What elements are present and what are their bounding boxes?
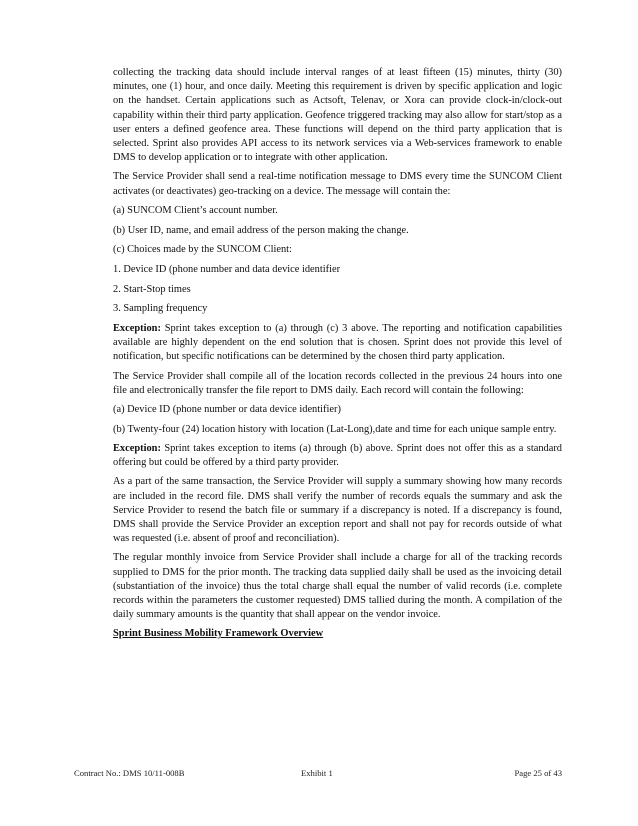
exception-label: Exception: [113,442,161,454]
footer-contract-number: Contract No.: DMS 10/11-008B [74,768,185,778]
paragraph-monthly-invoice: The regular monthly invoice from Service Provider shall include a charge for all of the tracking records supplied to DMS for the prior month. The tracking data supplied daily shall be used as the invoicing detail (substantiation of the invoice) thus the total charge shall equal the number of valid records (i.e. complete records within the parameters the customer requested) DMS tallied during the month. A compilation of the daily summary amounts is the quantity that shall appear on the vendor invoice. [113,552,562,621]
list-item: (c) Choices made by the SUNCOM Client: [113,244,292,256]
exception-paragraph-1 [113,322,562,365]
list-item: (a) Device ID (phone number or data device identifier) [113,404,341,416]
exception-label: Exception: [113,323,161,335]
list-item: (b) User ID, name, and email address of the person making the change. [113,224,409,236]
list-item: 1. Device ID (phone number and data device identifier [113,263,341,275]
paragraph-daily-compilation: The Service Provider shall compile all of the location records collected in the previous 24 hours into one file and electronically transfer the file report to DMS daily. Each record will contain the following: [113,370,562,396]
footer-exhibit: Exhibit 1 [301,768,333,778]
paragraph-summary-verification: As a part of the same transaction, the Service Provider will supply a summary showing how many records are included in the record file. DMS shall verify the number of records equals the summary and ask the Service Provider to resend the batch file or summary if a discrepancy is noted. If a discrepancy is found, DMS shall provide the Service Provider an exception report and shall not pay for records outside of what was requested (i.e. absent of proof and reconciliation). [113,476,562,545]
section-heading: Sprint Business Mobility Framework Overview [113,628,324,640]
document-body [113,66,562,647]
exception-text: Sprint takes exception to items (a) through (b) above. Sprint does not offer this as a standard offering but could be offered by a third party provider. [113,442,562,469]
list-item: 2. Start-Stop times [113,283,191,295]
footer-page-number: Page 25 of 43 [514,768,562,778]
paragraph-notification-requirement: The Service Provider shall send a real-time notification message to DMS every time the SUNCOM Client activates (or deactivates) geo-tracking on a device. The message will contain the: [113,171,562,197]
exception-text: Sprint takes exception to (a) through (c) 3 above. The reporting and notification capabilities available are highly dependent on the end solution that is chosen. Sprint does not provide this level of notification, but specific notifications can be determined by the chosen third party application. [113,323,562,363]
exception-paragraph-2 [113,442,562,470]
page-footer [74,768,562,780]
list-item: 3. Sampling frequency [113,303,208,315]
list-item: (a) SUNCOM Client’s account number. [113,204,278,216]
paragraph-tracking-intervals: collecting the tracking data should include interval ranges of at least fifteen (15) minutes, thirty (30) minutes, one (1) hour, and once daily. Meeting this requirement is driven by specific application and logic on the handset. Certain applications such as Actsoft, Telenav, or Xora can provide clock-in/clock-out capability within their third party application. Geofence triggered tracking may also allow for start/stop as a user enters a defined geofence area. These functions will depend on the third party application that is selected. Sprint also provides API access to its network services via a Web-services framework to enable DMS to develop application or to integrate with other application. [113,67,562,164]
list-item: (b) Twenty-four (24) location history with location (Lat-Long),date and time for each unique sample entry. [113,423,557,435]
